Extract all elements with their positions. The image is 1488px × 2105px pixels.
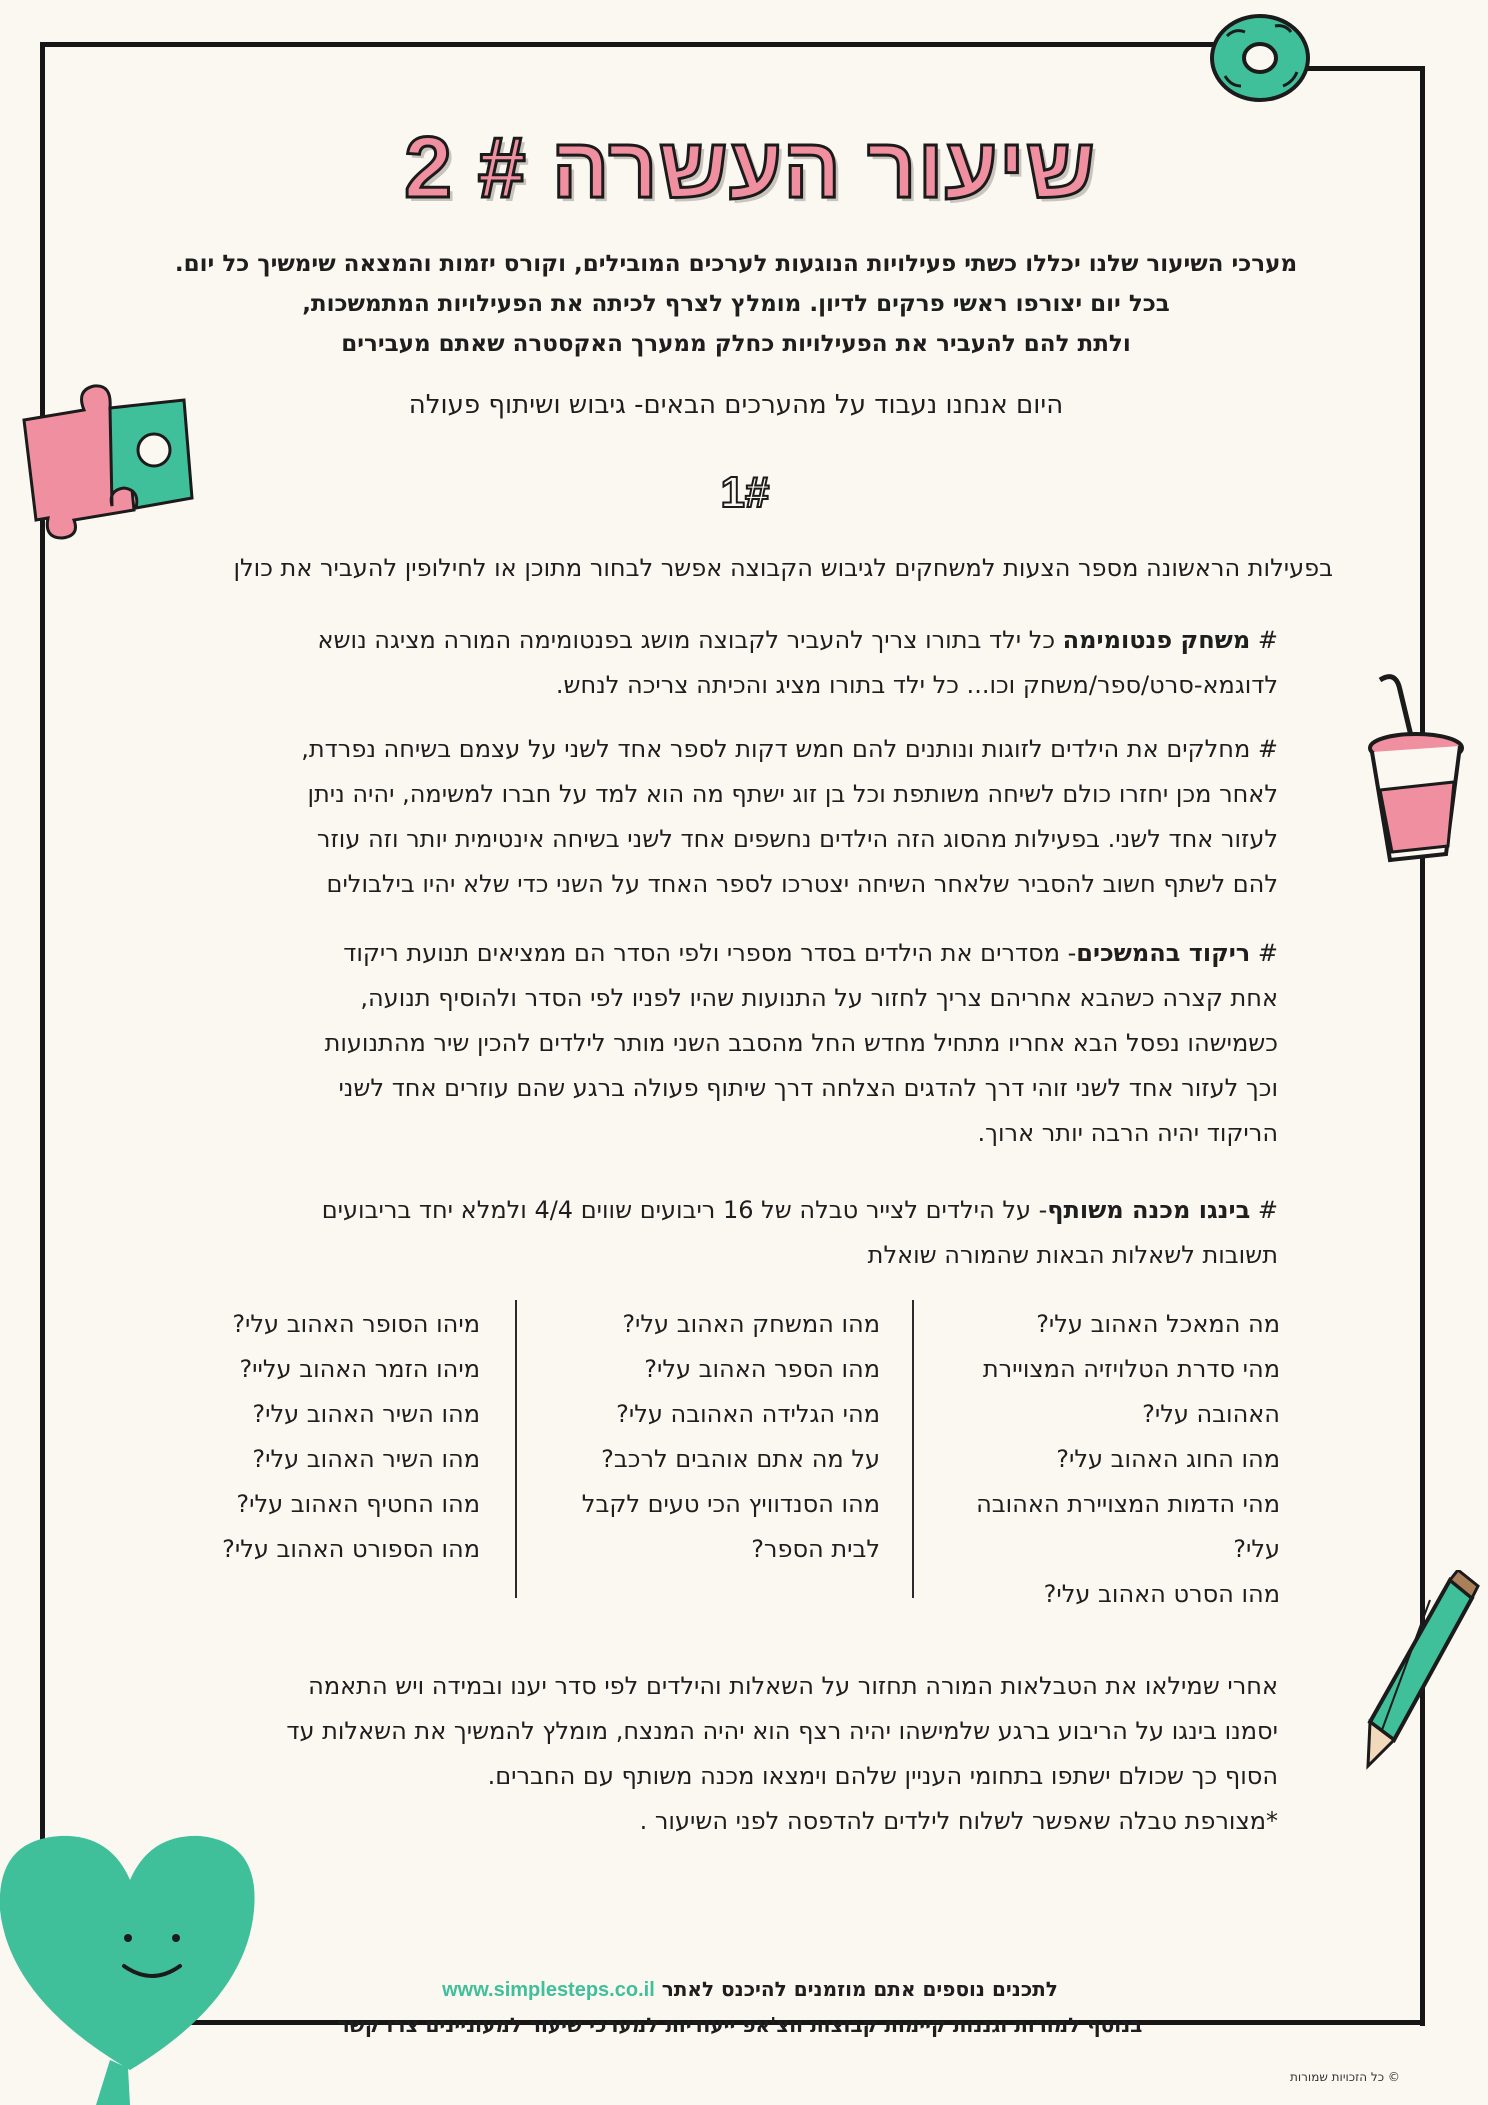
pencil-icon <box>1350 1570 1480 1770</box>
hash-mark: # <box>1250 626 1278 654</box>
hash-mark: # <box>1250 1196 1278 1224</box>
closing-line-1: אחרי שמילאו את הטבלאות המורה תחזור על השאלות והילדים לפי סדר יענו ובמידה ויש התאמה <box>308 1672 1278 1700</box>
question: מהו הספר האהוב עלי? <box>644 1355 880 1383</box>
paragraph-bingo <box>158 1188 1278 1278</box>
website-link[interactable]: www.simplesteps.co.il <box>442 1979 655 2001</box>
question: מהו הספורט האהוב עלי? <box>222 1535 480 1563</box>
dance-text-4: וכך לעזור אחד לשני זוהי דרך להדגים הצלחה דרך שיתוף פעולה ברגע שהם עוזרים אחד לשני <box>338 1074 1278 1102</box>
question: על מה אתם אוהבים לרכב? <box>601 1445 880 1473</box>
drink-cup-icon <box>1360 670 1470 870</box>
donut-icon <box>1205 6 1315 106</box>
dance-text-2: אחת קצרה כשהבא אחריהם צריך לחזור על התנועות שהיו לפניו לפי הסדר ולהוסיף תנועה, <box>360 984 1278 1012</box>
activity-intro: בפעילות הראשונה מספר הצעות למשחקים לגיבוש הקבוצה אפשר לבחור מתוכן או לחילופין להעביר את כולן <box>233 554 1333 582</box>
bingo-text-1: - על הילדים לצייר טבלה של 16 ריבועים שווים 4/4 ולמלא יחד בריבועים <box>321 1196 1048 1224</box>
question: מיהו הזמר האהוב עליי? <box>239 1355 480 1383</box>
pairs-line-1: # מחלקים את הילדים לזוגות ונותנים להם חמש דקות לספר אחד לשני על עצמם בשיחה נפרדת, <box>301 735 1278 763</box>
question: מהי הדמות המצויירת האהובה <box>976 1490 1280 1518</box>
bingo-line-1 <box>158 1188 1278 1233</box>
question: מהו הסרט האהוב עלי? <box>1043 1580 1280 1608</box>
frame-top-left <box>40 42 1220 47</box>
pantomime-text-1: כל ילד בתורו צריך להעביר לקבוצה מושג בפנטומימה המורה מציגה נושא <box>317 626 1063 654</box>
intro-line-1: מערכי השיעור שלנו יכללו כשתי פעילויות הנוגעות לערכים המובילים, וקורס יזמות והמצאה שימשיך כל יום. <box>174 251 1298 277</box>
paragraph-pairs <box>158 727 1278 907</box>
question: האהובה עלי? <box>1142 1400 1280 1428</box>
question: מהו החוג האהוב עלי? <box>1056 1445 1280 1473</box>
question: עלי? <box>1233 1535 1280 1563</box>
column-divider-left <box>515 1300 517 1598</box>
paragraph-dance <box>158 931 1278 1156</box>
frame-top-right <box>1300 66 1425 71</box>
question: מהו השיר האהוב עלי? <box>252 1400 480 1428</box>
dance-text-3: כשמישהו נפסל הבא אחריו מתחיל מחדש החל מהסבב השני מותר לילדים להכין שיר מהתנועות <box>324 1029 1278 1057</box>
question: מיהו הסופר האהוב עלי? <box>232 1310 480 1338</box>
column-divider-right <box>912 1300 914 1598</box>
pantomime-line-1 <box>158 618 1278 663</box>
question: לבית הספר? <box>751 1535 880 1563</box>
paragraph-pantomime <box>158 618 1278 708</box>
dance-title: ריקוד בהמשכים <box>1076 939 1251 967</box>
heart-monster-icon <box>0 1820 260 2105</box>
frame-left <box>40 42 45 1912</box>
questions-col-middle <box>530 1302 880 1572</box>
bingo-title: בינגו מכנה משותף <box>1047 1196 1251 1224</box>
question: מהי סדרת הטלויזיה המצויירת <box>982 1355 1280 1383</box>
question: מהי הגלידה האהובה עלי? <box>616 1400 880 1428</box>
hash-mark: # <box>1250 939 1278 967</box>
footer-whatsapp-line: בנוסף למורות וגננות קיימות קבוצות ווצ'אפ ייעודיות למערכי שיעור למעוניינים צרו קשר <box>337 2013 1143 2037</box>
footer-website-text: לתכנים נוספים אתם מוזמנים להיכנס לאתר <box>654 1977 1058 2001</box>
closing-line-3: הסוף כך שכולם ישתפו בתחומי העניין שלהם וימצאו מכנה משותף עם החברים. <box>487 1762 1278 1790</box>
pantomime-text-2: לדוגמא-סרט/ספר/משחק וכו... כל ילד בתורו מציג והכיתה צריכה לנחש. <box>555 671 1278 699</box>
intro-line-3: ולתת להם להעביר את הפעילויות כחלק ממערך האקסטרה שאתם מעבירים <box>341 331 1131 357</box>
closing-line-2: יסמנו בינגו על הריבוע ברגע שלמישהו יהיה רצף הוא יהיה המנצח, מומלץ להמשיך את השאלות עד <box>286 1717 1278 1745</box>
values-line: היום אנחנו נעבוד על מהערכים הבאים- גיבוש ושיתוף פעולה <box>408 390 1064 420</box>
intro-line-2: בכל יום יצורפו ראשי פרקים לדיון. מומלץ לצרף לכיתה את הפעילויות המתמשכות, <box>302 291 1170 317</box>
question: מהו הסנדוויץ הכי טעים לקבל <box>581 1490 880 1518</box>
question: מהו החטיף האהוב עלי? <box>236 1490 480 1518</box>
footer-website-line <box>300 1974 1200 2005</box>
pairs-line-3: לעזור אחד לשני. בפעילות מהסוג הזה הילדים נחשפים אחד לשני בשיחה אינטימית יותר וזה עוזר <box>316 825 1278 853</box>
dance-text-1: - מסדרים את הילדים בסדר מספרי ולפי הסדר הם ממציאים תנועת ריקוד <box>343 939 1077 967</box>
bingo-text-2: תשובות לשאלות הבאות שהמורה שואלת <box>867 1241 1278 1269</box>
paragraph-closing <box>158 1664 1278 1844</box>
closing-line-4: *מצורפת טבלה שאפשר לשלוח לילדים להדפסה לפני השיעור . <box>639 1807 1278 1835</box>
dance-line-1 <box>158 931 1278 976</box>
pantomime-title: משחק פנטומימה <box>1062 626 1251 654</box>
questions-col-left <box>150 1302 480 1572</box>
page-title: שיעור העשרה # 2 <box>404 120 1096 216</box>
dance-text-5: הריקוד יהיה הרבה יותר ארוך. <box>977 1119 1278 1147</box>
pairs-line-4: להם לשתף חשוב להסביר שלאחר השיחה יצטרכו לספר האחד על השני כדי שלא יהיו בילבולים <box>326 870 1278 898</box>
question: מהו השיר האהוב עלי? <box>252 1445 480 1473</box>
question: מהו המשחק האהוב עלי? <box>622 1310 880 1338</box>
questions-col-right <box>928 1302 1280 1617</box>
question: מה המאכל האהוב עלי? <box>1036 1310 1280 1338</box>
activity-number: 1# <box>720 468 770 517</box>
pairs-line-2: לאחר מכן יחזרו כולם לשיחה משותפת וכל בן זוג ישתף מה הוא למד על חברו למשימה, יהיה ניתן <box>307 780 1278 808</box>
copyright-text: © כל הזכויות שמורות <box>1290 2070 1400 2084</box>
